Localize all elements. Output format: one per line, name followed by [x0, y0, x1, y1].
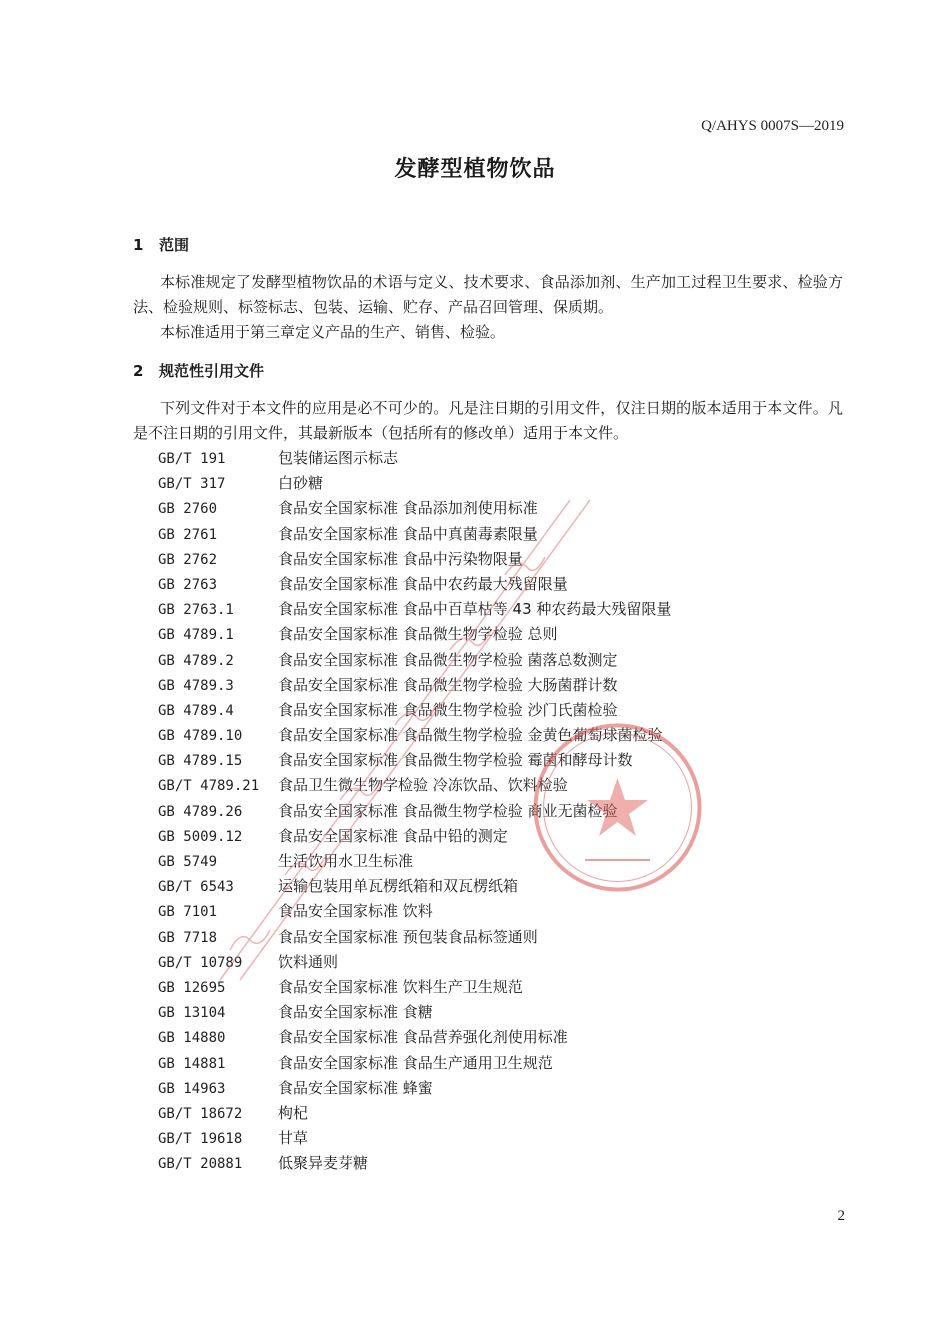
- reference-title: 食品安全国家标准 食品中铅的测定: [278, 826, 508, 845]
- section-1-paragraph-1: 本标准规定了发酵型植物饮品的术语与定义、技术要求、食品添加剂、生产加工过程卫生要求、检验方法、检验规则、标签标志、包装、运输、贮存、产品召回管理、保质期。: [133, 273, 843, 316]
- reference-code: GB 13104: [158, 1005, 226, 1022]
- reference-title: 食品安全国家标准 饮料生产卫生规范: [278, 977, 523, 996]
- reference-code: GB 14881: [158, 1055, 226, 1072]
- reference-code: GB 2762: [158, 551, 218, 568]
- reference-title: 枸杞: [278, 1103, 309, 1122]
- reference-code: GB/T 6543: [158, 879, 234, 896]
- document-title: 发酵型植物饮品: [394, 157, 556, 182]
- reference-title: 食品安全国家标准 食品微生物学检验 沙门氏菌检验: [278, 700, 618, 719]
- section-1-paragraph-2: 本标准适用于第三章定义产品的生产、销售、检验。: [160, 323, 506, 341]
- reference-code: GB 2763: [158, 576, 218, 593]
- reference-row: [158, 471, 671, 496]
- reference-row: [158, 446, 671, 471]
- reference-code: GB 12695: [158, 979, 226, 996]
- reference-code: GB 4789.4: [158, 702, 234, 719]
- reference-row: [158, 597, 671, 622]
- reference-row: [158, 748, 671, 773]
- reference-title: 食品安全国家标准 食品微生物学检验 大肠菌群计数: [278, 675, 618, 694]
- reference-title: 饮料通则: [278, 952, 339, 971]
- section-1-heading: [133, 234, 189, 255]
- reference-title: 食品安全国家标准 食品微生物学检验 金黄色葡萄球菌检验: [278, 726, 663, 745]
- section-number: 2: [133, 362, 144, 380]
- reference-code: GB 2760: [158, 501, 218, 518]
- reference-code: GB/T 10789: [158, 954, 243, 971]
- reference-row: [158, 975, 671, 1000]
- reference-code: GB 7101: [158, 904, 218, 921]
- reference-code: GB/T 191: [158, 451, 226, 467]
- reference-code: GB 14963: [158, 1080, 226, 1097]
- reference-title: 食品安全国家标准 食品微生物学检验 霉菌和酵母计数: [278, 751, 633, 770]
- reference-title: 食品卫生微生物学检验 冷冻饮品、饮料检验: [278, 776, 568, 795]
- section-number: 1: [133, 236, 144, 254]
- reference-title: 食品安全国家标准 食品微生物学检验 菌落总数测定: [278, 650, 618, 669]
- page-number: 2: [837, 1208, 845, 1224]
- reference-code: GB/T 20881: [158, 1156, 243, 1173]
- reference-title: 食品安全国家标准 食品中污染物限量: [278, 549, 523, 568]
- reference-code: GB 2763.1: [158, 602, 234, 619]
- reference-title: 食品安全国家标准 饮料: [278, 902, 433, 921]
- reference-title: 食品安全国家标准 食品微生物学检验 商业无菌检验: [278, 801, 618, 820]
- reference-row: [158, 824, 671, 849]
- reference-code: GB/T 18672: [158, 1105, 243, 1122]
- reference-title: 低聚异麦芽糖: [278, 1154, 369, 1173]
- reference-row: [158, 1076, 671, 1101]
- reference-row: [158, 622, 671, 647]
- reference-row: [158, 1025, 671, 1050]
- reference-row: [158, 648, 671, 673]
- section-title: 规范性引用文件: [159, 362, 265, 380]
- reference-row: [158, 799, 671, 824]
- section-2-heading: [133, 360, 264, 381]
- reference-row: [158, 522, 671, 547]
- reference-row: [158, 773, 671, 798]
- reference-code: GB 5009.12: [158, 828, 243, 845]
- reference-title: 甘草: [278, 1129, 309, 1148]
- reference-row: [158, 899, 671, 924]
- reference-title: 食品安全国家标准 食品微生物学检验 总则: [278, 625, 558, 644]
- reference-row: [158, 1151, 671, 1176]
- reference-title: 食品安全国家标准 食品中百草枯等 43 种农药最大残留限量: [278, 600, 672, 619]
- reference-code: GB 4789.10: [158, 728, 243, 745]
- reference-row: [158, 547, 671, 572]
- reference-row: [158, 1101, 671, 1126]
- reference-title: 包装储运图示标志: [278, 449, 399, 467]
- reference-title: 食品安全国家标准 食品中真菌毒素限量: [278, 524, 538, 543]
- reference-code: GB 4789.26: [158, 803, 243, 820]
- reference-code: GB 5749: [158, 854, 218, 870]
- reference-code: GB/T 19618: [158, 1131, 243, 1148]
- reference-code: GB 4789.15: [158, 753, 243, 770]
- reference-list: [158, 446, 671, 1176]
- reference-code: GB 7718: [158, 929, 218, 946]
- reference-code: GB 4789.3: [158, 677, 234, 694]
- reference-row: [158, 1126, 671, 1151]
- standard-code: Q/AHYS 0007S—2019: [701, 118, 844, 134]
- reference-title: 食品安全国家标准 食品中农药最大残留限量: [278, 574, 568, 593]
- reference-row: [158, 1000, 671, 1025]
- reference-title: 食品安全国家标准 食品生产通用卫生规范: [278, 1053, 553, 1072]
- reference-title: 白砂糖: [278, 474, 324, 493]
- reference-row: [158, 698, 671, 723]
- reference-title: 食品安全国家标准 食糖: [278, 1003, 433, 1022]
- reference-code: GB 14880: [158, 1030, 226, 1047]
- section-title: 范围: [159, 236, 190, 254]
- reference-row: [158, 673, 671, 698]
- reference-code: GB/T 4789.21: [158, 778, 260, 795]
- reference-code: GB 2761: [158, 526, 218, 543]
- reference-row: [158, 723, 671, 748]
- reference-title: 生活饮用水卫生标准: [278, 852, 414, 870]
- reference-title: 食品安全国家标准 蜂蜜: [278, 1078, 433, 1097]
- section-2-paragraph-1: 下列文件对于本文件的应用是必不可少的。凡是注日期的引用文件，仅注日期的版本适用于本文件。凡是不注日期的引用文件，其最新版本（包括所有的修改单）适用于本文件。: [133, 399, 843, 442]
- reference-code: GB 4789.2: [158, 652, 234, 669]
- reference-row: [158, 874, 671, 899]
- reference-row: [158, 925, 671, 950]
- reference-title: 食品安全国家标准 预包装食品标签通则: [278, 927, 538, 946]
- reference-code: GB/T 317: [158, 476, 226, 493]
- reference-title: 食品安全国家标准 食品添加剂使用标准: [278, 499, 538, 518]
- reference-code: GB 4789.1: [158, 627, 234, 644]
- reference-title: 食品安全国家标准 食品营养强化剂使用标准: [278, 1028, 568, 1047]
- reference-row: [158, 572, 671, 597]
- reference-row: [158, 849, 671, 874]
- reference-row: [158, 1051, 671, 1076]
- reference-title: 运输包装用单瓦楞纸箱和双瓦楞纸箱: [278, 877, 519, 896]
- reference-row: [158, 950, 671, 975]
- reference-row: [158, 496, 671, 521]
